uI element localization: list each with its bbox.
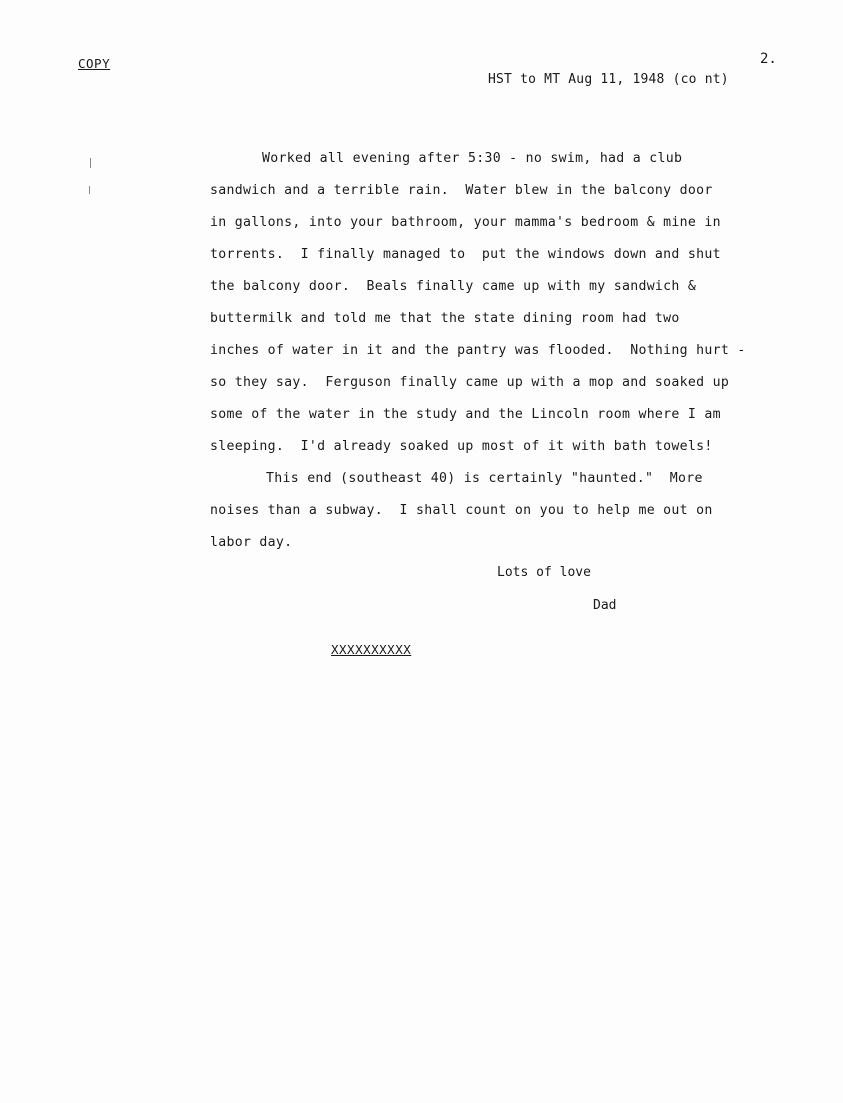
body-line: so they say. Ferguson finally came up with a mop and soaked up bbox=[210, 375, 730, 390]
margin-mark bbox=[90, 158, 91, 168]
body-line: sandwich and a terrible rain. Water blew in the balcony door bbox=[210, 183, 713, 198]
body-line: Worked all evening after 5:30 - no swim, had a club bbox=[262, 151, 683, 166]
body-line: sleeping. I'd already soaked up most of it with bath towels! bbox=[210, 439, 713, 454]
body-line: noises than a subway. I shall count on you to help me out on bbox=[210, 503, 713, 518]
header-reference: HST to MT Aug 11, 1948 (co nt) bbox=[488, 72, 729, 87]
copy-label: COPY bbox=[78, 56, 111, 71]
margin-mark bbox=[89, 186, 90, 194]
separator-line: XXXXXXXXXX bbox=[331, 642, 412, 657]
closing-line: Lots of love bbox=[497, 565, 591, 580]
body-line: in gallons, into your bathroom, your mamma's bedroom & mine in bbox=[210, 215, 721, 230]
body-line: the balcony door. Beals finally came up with my sandwich & bbox=[210, 279, 697, 294]
body-line: some of the water in the study and the Lincoln room where I am bbox=[210, 407, 721, 422]
body-line: inches of water in it and the pantry was flooded. Nothing hurt - bbox=[210, 343, 746, 358]
body-line: This end (southeast 40) is certainly "haunted." More bbox=[266, 471, 703, 486]
body-line: buttermilk and told me that the state dining room had two bbox=[210, 311, 680, 326]
body-line: torrents. I finally managed to put the windows down and shut bbox=[210, 247, 721, 262]
body-line: labor day. bbox=[210, 535, 293, 550]
page-number: 2. bbox=[760, 51, 777, 67]
signature: Dad bbox=[593, 598, 617, 613]
